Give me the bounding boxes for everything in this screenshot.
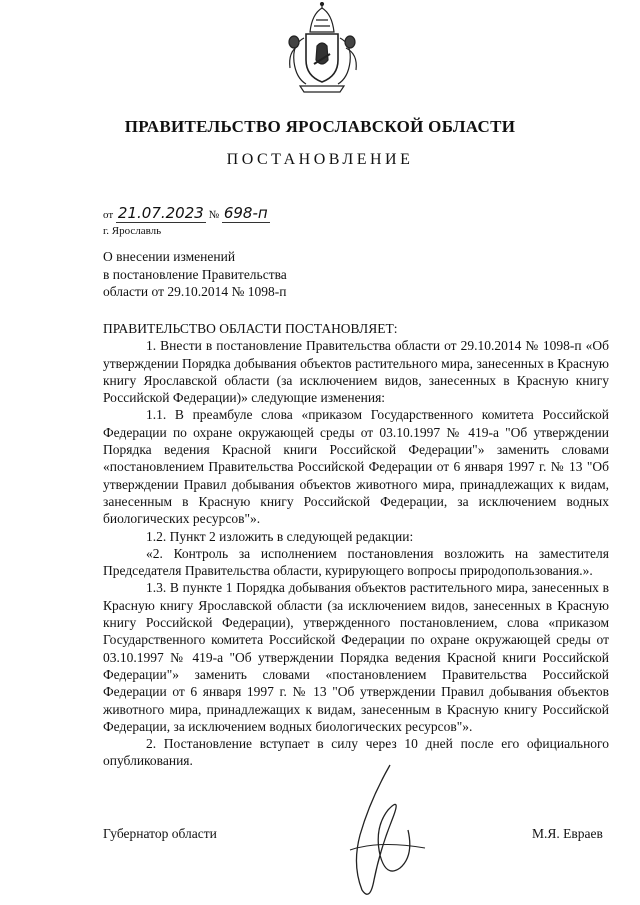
document-body bbox=[103, 320, 609, 770]
paragraph-1: 1. Внести в постановление Правительства области от 29.10.2014 № 1098-п «Об утверждении Порядка добывания объектов растительного мира, занесенных в Красную книгу Ярославской области (за исключением видов, занесенных в Красную книгу Российской Федерации)» следующие изменения: bbox=[103, 338, 609, 406]
paragraph-1-1: 1.1. В преамбуле слова «приказом Государственного комитета Российской Федерации по охране окружающей среды от 03.10.1997 № 419-а "Об утверждении Порядка ведения Красной книги Российской Федерации"» заменить словами «постановлением Правительства Российской Федерации от 6 января 1997 г. № 13 "Об утверждении Правил добывания объектов животного мира, принадлежащих к видам, занесенным в Красную книгу Российской Федерации, за исключением водных биологических ресурсов"». bbox=[103, 407, 609, 527]
subject-line: в постановление Правительства bbox=[103, 266, 287, 282]
document-number: 698-п bbox=[223, 204, 268, 222]
date-prefix: от bbox=[103, 209, 114, 221]
subject-line: О внесении изменений bbox=[103, 249, 236, 264]
paragraph-1-2: 1.2. Пункт 2 изложить в следующей редакции: bbox=[146, 528, 414, 544]
document-date: 21.07.2023 bbox=[117, 204, 204, 222]
resolves-heading: ПРАВИТЕЛЬСТВО ОБЛАСТИ ПОСТАНОВЛЯЕТ: bbox=[103, 321, 398, 336]
paragraph-1-3: 1.3. В пункте 1 Порядка добывания объектов растительного мира, занесенных в Красную книгу Ярославской области (за исключением видов, занесенных в Красную книгу Российской Федерации), утвержденного постановлением, слова «приказом Государственного комитета Российской Федерации по охране окружающей среды от 03.10.1997 № 419-а "Об утверждении Порядка ведения Красной книги Российской Федерации"» заменить словами «постановлением Правительства Российской Федерации от 6 января 1997 г. № 13 "Об утверждении Правил добывания объектов животного мира, принадлежащих к видам, занесенным в Красную книгу Российской Федерации, за исключением водных биологических ресурсов"». bbox=[103, 580, 609, 734]
document-type: ПОСТАНОВЛЕНИЕ bbox=[226, 151, 414, 168]
number-prefix: № bbox=[208, 209, 220, 221]
coat-of-arms-icon bbox=[276, 2, 368, 102]
document-subject bbox=[103, 248, 287, 301]
organization-title: ПРАВИТЕЛЬСТВО ЯРОСЛАВСКОЙ ОБЛАСТИ bbox=[124, 117, 516, 136]
subject-line: области от 29.10.2014 № 1098-п bbox=[103, 284, 287, 299]
paragraph-2: 2. Постановление вступает в силу через 10 дней после его официального опубликования. bbox=[103, 736, 609, 769]
signatory-name: М.Я. Евраев bbox=[532, 826, 603, 841]
signature-icon bbox=[330, 760, 440, 905]
city: г. Ярославль bbox=[103, 225, 162, 237]
signatory-title: Губернатор области bbox=[103, 826, 217, 841]
paragraph-1-2-text: «2. Контроль за исполнением постановления возложить на заместителя Председателя Правительства области, курирующего вопросы природопользования.». bbox=[103, 545, 609, 579]
date-number-line bbox=[103, 204, 270, 226]
